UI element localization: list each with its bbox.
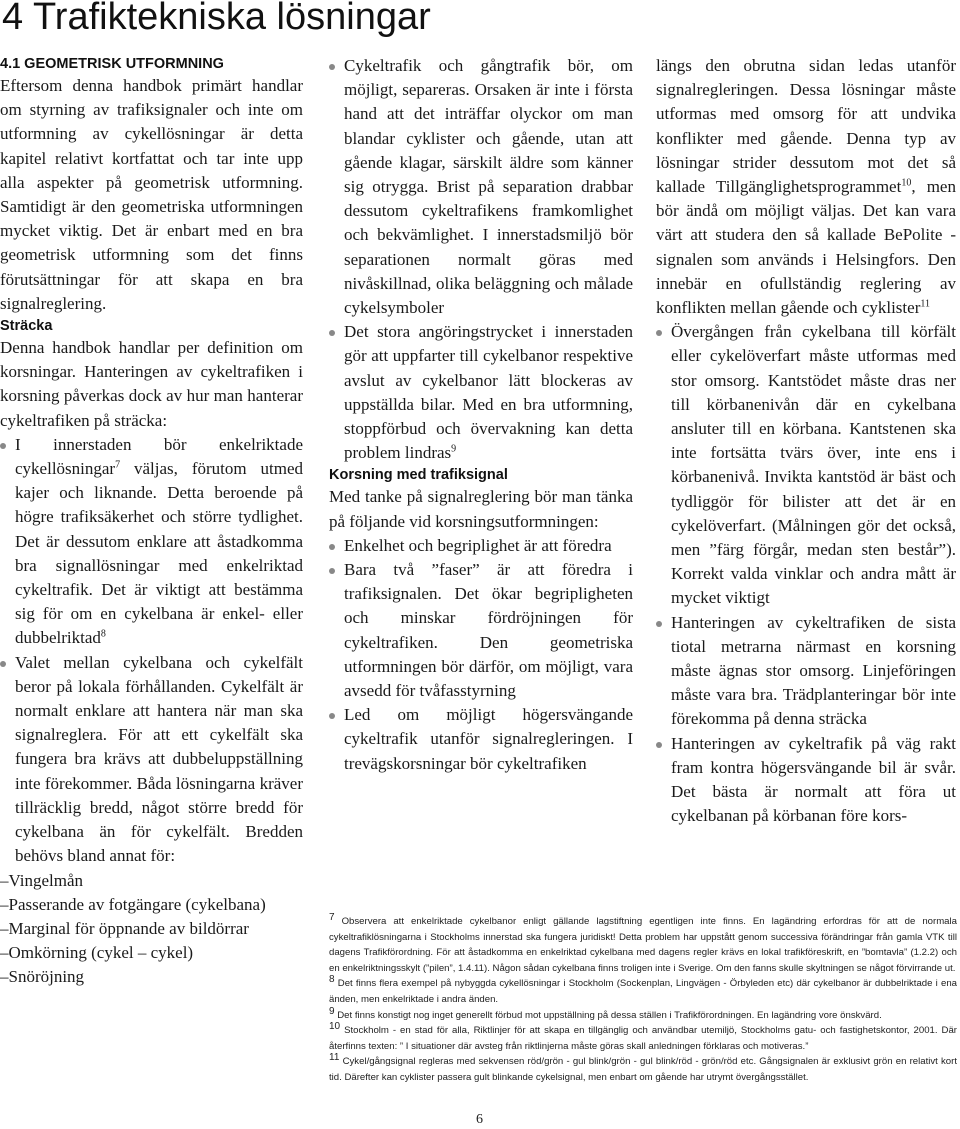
list-item xyxy=(329,320,633,465)
section-heading: 4.1 GEOMETRISK UTFORMNING xyxy=(0,56,224,72)
list-item: – Omkörning (cykel – cykel) xyxy=(0,941,303,965)
list-item: Övergången från cykelbana till körfält eller cykelöverfart måste utformas med stor omsorg. Kantstödet måste dras ner till körbanenivån där en cykelbana ansluter till en körbana. Kantstenen ska inte fortsätta tvärs över, inte ens i körbanenivå. Invikta kantstöd är bäst och tydliggör för bilister att det är en cykelöverfart. (Målningen gör det också, men ”färg förgår, medan sten består”). Korrekt valda vinklar och andra mått är mycket viktigt xyxy=(656,320,956,610)
column-left xyxy=(0,54,303,990)
list-item: – Passerande av fotgängare (cykelbana) xyxy=(0,893,303,917)
korsning-bullet-list xyxy=(329,534,633,776)
footnote-number: 11 xyxy=(329,1052,340,1064)
bullet-text: Det stora angöringstrycket i innerstaden gör att uppfarter till cykelbanor respektive avslut av cykelbanor lätt blockeras av uppställda bilar. Med en bra utformning, stoppförbud och övervakning kan detta problem lindras xyxy=(344,322,633,463)
footnote xyxy=(329,1005,957,1024)
list-item: Hanteringen av cykeltrafiken de sista tiotal metrarna närmast en korsning måste ägnas stor omsorg. Linjeföringen måste vara bra. Trädplanteringar bör inte förekomma på denna sträcka xyxy=(656,611,956,732)
column-right xyxy=(656,54,956,829)
list-item: Enkelhet och begriplighet är att föredra xyxy=(329,534,633,558)
korsning-heading: Korsning med trafiksignal xyxy=(329,467,508,484)
list-item: – Marginal för öppnande av bildörrar xyxy=(0,917,303,941)
chapter-title: 4 Trafiktekniska lösningar xyxy=(2,0,431,38)
footnote-text: Stockholm - en stad för alla, Riktlinjer för att skapa en tillgänglig och användbar utemiljö, Stockholms gatu- och fastighetskontor, 2001. Där återfinns texten: ” I situationer där avsteg från riktlinjerna måste göras skall anledningen förklaras och motiveras.” xyxy=(329,1025,957,1052)
list-item: Led om möjligt högersvängande cykeltrafik utanför signalregleringen. I trevägskorsningar bör cykeltrafiken xyxy=(329,703,633,776)
korsning-paragraph: Med tanke på signalreglering bör man tänka på följande vid korsningsutformningen: xyxy=(329,487,633,531)
bullet-text: väljas, förutom utmed kajer och liknande. Detta beroende på högre trafiksäkerhet och större tydlighet. Det är dessutom enklare att åstadkomma bra signallösningar med enkelriktad cykeltrafik. Det är viktigt att bestämma sig för om en cykelbana är enkel- eller dubbelriktad xyxy=(15,459,303,648)
list-item: Bara två ”faser” är att föredra i trafiksignalen. Det ökar begripligheten och minskar fördröjningen för cykeltrafiken. Den geometriska utformningen bör därför, om möjligt, vara avsedd för tvåfasstyrning xyxy=(329,558,633,703)
footnote-text: Det finns flera exempel på nybyggda cykellösningar i Stockholm (Sockenplan, Lingvägen - Örbyleden etc) där cykelbanor är dubbelriktade i ena änden, men enkelriktade i andra änden. xyxy=(329,978,957,1005)
stracka-bullet-list xyxy=(0,433,303,869)
footnote-number: 8 xyxy=(329,974,335,986)
footnote-text: Cykel/gångsignal regleras med sekvensen röd/grön - gul blink/grön - gul blink/röd - grön/röd etc. Gångsignalen är exklusivt grön en relativt kort tid. Därefter kan cyklister passera gult blinkande cykelsignal, men enbart om gående har utrymt övergångsstället. xyxy=(329,1056,958,1083)
list-item: Hanteringen av cykeltrafik på väg rakt fram kontra högersvängande bil är svår. Det bästa är normalt att föra ut cykelbanan på körbanan före kors- xyxy=(656,732,956,829)
transition-bullet-list xyxy=(656,320,956,828)
footnote-ref: 7 xyxy=(115,459,121,471)
footnote xyxy=(329,911,957,976)
page-number: 6 xyxy=(476,1112,483,1127)
footnote-ref: 11 xyxy=(920,298,930,310)
list-item: – Snöröjning xyxy=(0,965,303,989)
bullet-text: Valet mellan cykelbana och cykelfält beror på lokala förhållanden. Cykelfält är normalt enklare att hantera när man ska signalreglera. För att ett cykelfält ska fungera bra krävs att dubbeluppställning inte förekommer. Båda lösningarna kräver tillräcklig bredd, något större bredd för cykelbana än för cykelfält. Bredden behövs bland annat för: xyxy=(15,652,303,866)
footnote xyxy=(329,1020,957,1054)
list-item xyxy=(0,433,303,651)
footnote xyxy=(329,976,957,1007)
footnote-ref: 10 xyxy=(901,177,912,189)
footnote-text: Observera att enkelriktade cykelbanor enligt gällande lagstiftning egentligen inte finns. En lagändring erfordras för att de normala cykeltrafiklösningarna i Stockholms innerstad ska fungera juridiskt! Detta problem har uppstått genom successiva förändringar från gamla VTK till dagens Trafikförordning. För att åstadkomma en enkelriktad cykelbana med dagens regler krävs en lokal trafikföreskrift, en ”bomtavla” (1.2.2) och en enkelriktningsskylt (”pilen”, 1.4.11). Någon sådan cykelbana finns troligen inte i Sverige. Om den fanns skulle skyltningen se något förvirrande ut. xyxy=(329,916,957,974)
stracka-heading: Sträcka xyxy=(0,318,53,335)
footnotes xyxy=(329,911,958,1086)
width-needs-list xyxy=(0,869,303,990)
continued-paragraph xyxy=(656,54,956,320)
list-item: – Vingelmån xyxy=(0,869,303,893)
footnote-number: 10 xyxy=(329,1020,341,1032)
paragraph-text: , men bör ändå om möjligt väljas. Det kan vara värt att studera den så kallade BePolite -signalen som används i Helsingfors. Den innebär en ofullständig reglering av konflikten mellan gående och cyklister xyxy=(656,177,956,318)
footnote-text: Det finns konstigt nog inget generellt förbud mot uppställning på dessa ställen i Trafikförordningen. En lagändring vore önskvärd. xyxy=(337,1009,882,1021)
paragraph-text: längs den obrutna sidan ledas utanför signalregleringen. Dessa lösningar måste utformas med omsorg för att undvika konflikter med gående. Denna typ av lösningar strider dessutom mot det så kallade Tillgänglighetsprogrammet xyxy=(656,56,956,197)
column-middle xyxy=(329,54,633,776)
footnote-number: 9 xyxy=(329,1005,335,1017)
list-item: Cykeltrafik och gångtrafik bör, om möjligt, separeras. Orsaken är inte i första hand att det inträffar olyckor om man blandar cyklister och gående, utan att gående klagar, särskilt äldre som känner sig otrygga. Brist på separation drabbar dessutom cykeltrafikens framkomlighet och bekvämlighet. I innerstadsmiljö bör separationen normalt göras med nivåskillnad, olika beläggning och målade cykelsymboler xyxy=(329,54,633,320)
footnote-ref: 8 xyxy=(100,628,106,640)
footnote-ref: 9 xyxy=(451,443,457,455)
stracka-paragraph: Denna handbok handlar per definition om korsningar. Hanteringen av cykeltrafiken i korsning påverkas dock av hur man hanterar cykeltrafiken på sträcka: xyxy=(0,338,303,430)
footnote xyxy=(329,1054,957,1085)
footnote-number: 7 xyxy=(329,911,335,923)
bullet-text: I innerstaden bör enkelriktade cykellösningar xyxy=(15,434,303,479)
list-item xyxy=(0,651,303,869)
intro-paragraph: Eftersom denna handbok primärt handlar om styrning av trafiksignaler och inte om utformning av cykellösningar är detta kapitel relativt kortfattat och tar inte upp alla aspekter på geometrisk utformning. Samtidigt är den geometriska utformningen mycket viktig. Det är enbart med en bra geometrisk utformning som det finns förutsättningar för att skapa en bra signalreglering. xyxy=(0,76,303,313)
separation-bullet-list xyxy=(329,54,633,465)
